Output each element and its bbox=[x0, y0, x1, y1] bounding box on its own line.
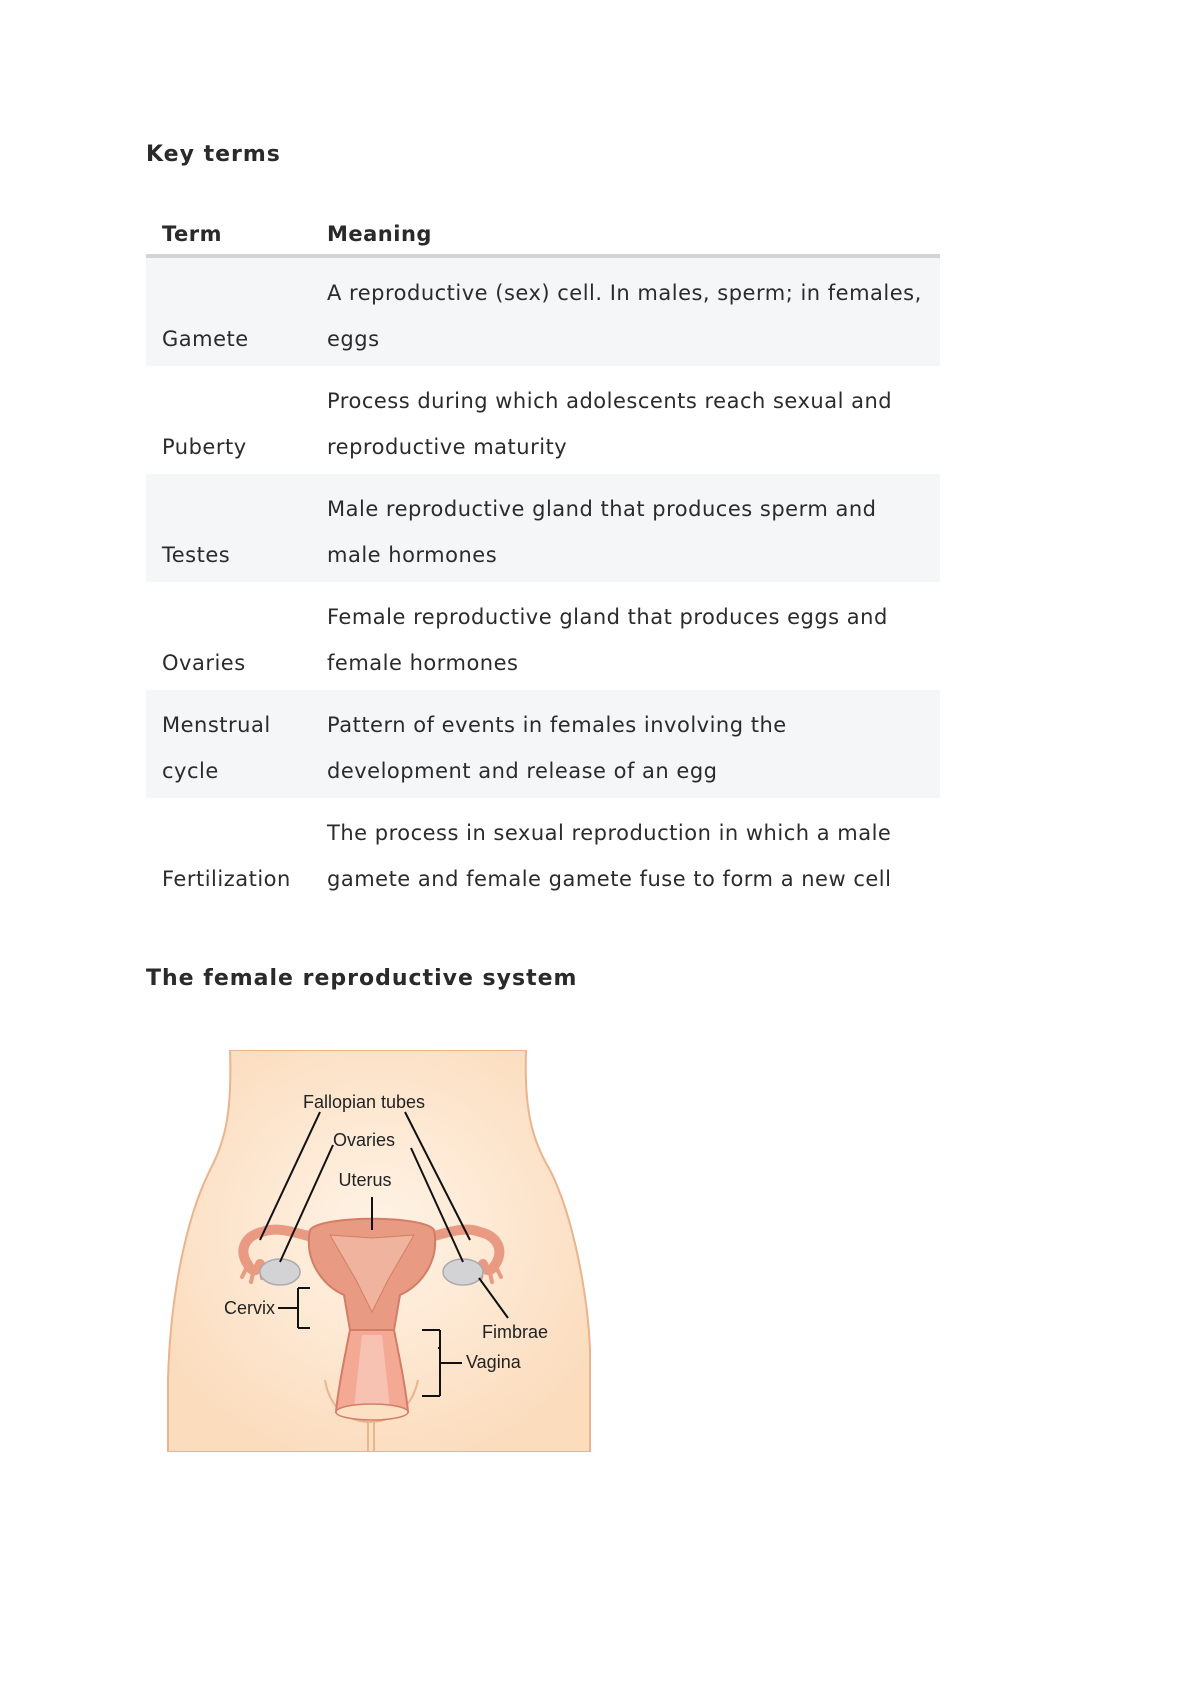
column-header-term: Term bbox=[146, 212, 311, 256]
meaning-cell: Female reproductive gland that produces eggs and female hormones bbox=[327, 605, 888, 675]
key-terms-heading: Key terms bbox=[146, 142, 281, 167]
label-cervix: Cervix bbox=[224, 1298, 276, 1318]
term-cell: Puberty bbox=[162, 435, 247, 459]
label-vagina: Vagina bbox=[466, 1352, 521, 1372]
table-row bbox=[146, 474, 940, 582]
label-ovaries: Ovaries bbox=[332, 1130, 396, 1150]
meaning-cell: The process in sexual reproduction in which a male gamete and female gamete fuse to form a new cell bbox=[327, 821, 892, 891]
female-system-heading: The female reproductive system bbox=[146, 966, 578, 991]
term-cell: Testes bbox=[146, 474, 311, 582]
meaning-cell: A reproductive (sex) cell. In males, sperm; in females, eggs bbox=[311, 256, 940, 366]
key-terms-table bbox=[146, 212, 940, 906]
meaning-cell: Male reproductive gland that produces sperm and male hormones bbox=[311, 474, 940, 582]
term-cell: Ovaries bbox=[162, 651, 246, 675]
table-row bbox=[146, 256, 940, 366]
term-cell: Gamete bbox=[146, 256, 311, 366]
table-row bbox=[146, 798, 940, 906]
meaning-cell: Pattern of events in females involving the development and release of an egg bbox=[311, 690, 940, 798]
female-reproductive-diagram bbox=[150, 1050, 600, 1452]
table-row bbox=[146, 366, 940, 474]
term-cell: Menstrual cycle bbox=[146, 690, 311, 798]
column-header-meaning: Meaning bbox=[311, 212, 940, 256]
ovary-left bbox=[260, 1259, 300, 1285]
table-row bbox=[146, 582, 940, 690]
table-header-row bbox=[146, 212, 940, 256]
meaning-cell: Process during which adolescents reach sexual and reproductive maturity bbox=[327, 389, 893, 459]
label-fallopian-tubes: Fallopian tubes bbox=[302, 1092, 426, 1112]
ovary-right bbox=[443, 1259, 483, 1285]
label-fimbrae: Fimbrae bbox=[482, 1322, 549, 1342]
table-row bbox=[146, 690, 940, 798]
term-cell: Fertilization bbox=[162, 867, 291, 891]
label-uterus: Uterus bbox=[338, 1170, 392, 1190]
